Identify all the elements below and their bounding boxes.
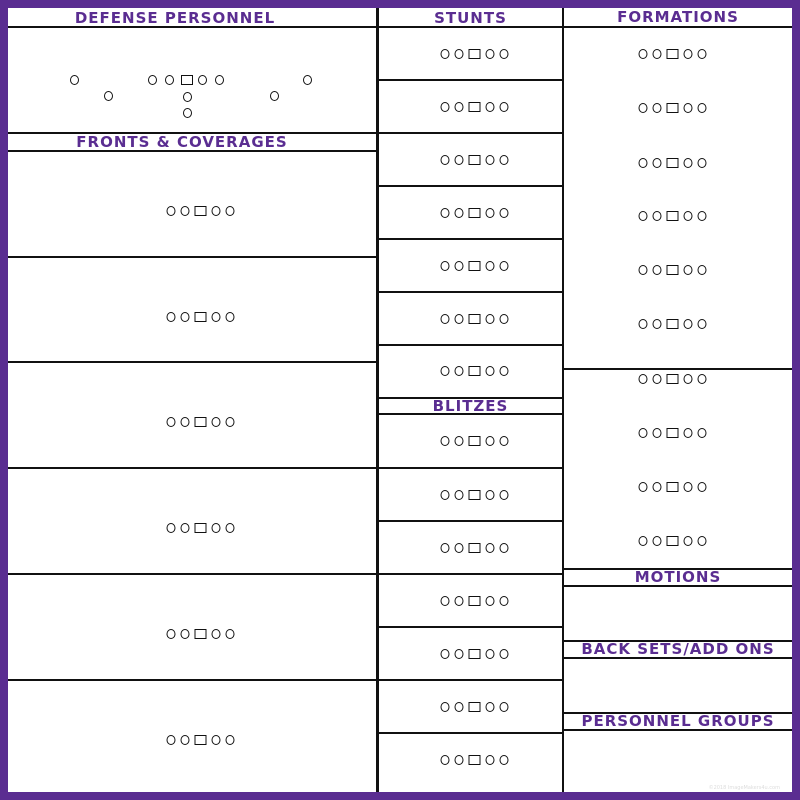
formation-marker-row: [438, 435, 511, 447]
back-sets-header: BACK SETS/ADD ONS: [581, 640, 775, 658]
column-divider-right: [562, 8, 564, 792]
player-circle-icon: [652, 103, 661, 113]
center-square-icon: [666, 319, 678, 329]
player-circle-icon: [454, 102, 463, 112]
player-marker: [198, 75, 207, 85]
player-circle-icon: [697, 319, 706, 329]
center-square-icon: [468, 543, 480, 553]
player-marker: [70, 75, 79, 85]
formation-marker-row: [438, 754, 511, 766]
formation-marker-row: [438, 365, 511, 377]
player-circle-icon: [440, 261, 449, 271]
player-marker: [165, 75, 174, 85]
player-circle-icon: [683, 482, 692, 492]
divider: [379, 573, 562, 575]
divider: [379, 291, 562, 293]
player-marker: [183, 108, 192, 118]
player-circle-icon: [638, 265, 647, 275]
divider: [8, 256, 376, 258]
player-circle-icon: [697, 158, 706, 168]
formation-marker-row: [438, 489, 511, 501]
center-square-icon: [194, 629, 206, 639]
player-circle-icon: [211, 735, 220, 745]
center-square-icon: [666, 49, 678, 59]
player-circle-icon: [683, 103, 692, 113]
center-square-icon: [468, 261, 480, 271]
player-circle-icon: [683, 428, 692, 438]
player-circle-icon: [454, 755, 463, 765]
center-square-icon: [468, 155, 480, 165]
player-circle-icon: [180, 735, 189, 745]
formation-marker-row: [438, 313, 511, 325]
divider: [379, 79, 562, 81]
player-circle-icon: [454, 155, 463, 165]
player-circle-icon: [652, 158, 661, 168]
player-circle-icon: [166, 417, 175, 427]
center-square-icon: [666, 158, 678, 168]
player-circle-icon: [499, 102, 508, 112]
player-circle-icon: [683, 536, 692, 546]
player-circle-icon: [485, 208, 494, 218]
center-square-icon: [468, 314, 480, 324]
formation-marker-row: [438, 48, 511, 60]
player-circle-icon: [638, 211, 647, 221]
player-circle-icon: [485, 702, 494, 712]
player-circle-icon: [485, 596, 494, 606]
formations-header: FORMATIONS: [617, 8, 739, 26]
player-circle-icon: [180, 417, 189, 427]
copyright-text: ©2018 ImageMakers4u.com: [708, 785, 780, 791]
player-circle-icon: [454, 490, 463, 500]
player-circle-icon: [440, 436, 449, 446]
player-circle-icon: [440, 755, 449, 765]
player-circle-icon: [697, 103, 706, 113]
divider: [8, 467, 376, 469]
formation-marker-row: [636, 157, 709, 169]
player-circle-icon: [499, 155, 508, 165]
center-square-icon: [468, 208, 480, 218]
divider: [379, 467, 562, 469]
formation-marker-row: [636, 481, 709, 493]
player-circle-icon: [180, 629, 189, 639]
player-marker: [303, 75, 312, 85]
player-circle-icon: [454, 366, 463, 376]
player-circle-icon: [440, 490, 449, 500]
player-circle-icon: [454, 208, 463, 218]
formation-marker-row: [636, 102, 709, 114]
player-circle-icon: [683, 211, 692, 221]
player-circle-icon: [225, 206, 234, 216]
formation-marker-row: [438, 542, 511, 554]
divider: [379, 520, 562, 522]
player-circle-icon: [499, 490, 508, 500]
player-circle-icon: [454, 649, 463, 659]
formation-marker-row: [164, 628, 237, 640]
player-circle-icon: [211, 312, 220, 322]
player-circle-icon: [440, 155, 449, 165]
formation-marker-row: [636, 427, 709, 439]
center-square-icon: [468, 102, 480, 112]
player-circle-icon: [225, 312, 234, 322]
center-square-icon: [666, 428, 678, 438]
player-circle-icon: [652, 211, 661, 221]
player-circle-icon: [211, 523, 220, 533]
center-square-icon: [468, 490, 480, 500]
player-circle-icon: [499, 366, 508, 376]
player-marker: [270, 91, 279, 101]
player-circle-icon: [225, 629, 234, 639]
player-circle-icon: [440, 543, 449, 553]
blitzes-header: BLITZES: [432, 397, 509, 415]
player-circle-icon: [211, 417, 220, 427]
formation-marker-row: [438, 595, 511, 607]
player-circle-icon: [180, 523, 189, 533]
formation-marker-row: [636, 48, 709, 60]
player-circle-icon: [454, 314, 463, 324]
player-circle-icon: [440, 208, 449, 218]
player-circle-icon: [697, 428, 706, 438]
divider: [564, 26, 792, 28]
center-square-icon: [666, 374, 678, 384]
formation-marker-row: [164, 416, 237, 428]
player-circle-icon: [652, 319, 661, 329]
formation-marker-row: [438, 648, 511, 660]
player-circle-icon: [485, 490, 494, 500]
center-marker: [181, 75, 193, 85]
player-circle-icon: [166, 523, 175, 533]
player-circle-icon: [499, 596, 508, 606]
player-circle-icon: [485, 366, 494, 376]
player-circle-icon: [499, 649, 508, 659]
player-circle-icon: [652, 265, 661, 275]
center-square-icon: [468, 596, 480, 606]
center-square-icon: [194, 417, 206, 427]
divider: [379, 626, 562, 628]
player-circle-icon: [440, 102, 449, 112]
player-circle-icon: [485, 649, 494, 659]
player-circle-icon: [697, 536, 706, 546]
formation-marker-row: [636, 373, 709, 385]
center-square-icon: [468, 649, 480, 659]
player-circle-icon: [652, 374, 661, 384]
player-circle-icon: [683, 265, 692, 275]
player-circle-icon: [454, 49, 463, 59]
formation-marker-row: [636, 210, 709, 222]
player-circle-icon: [652, 482, 661, 492]
center-square-icon: [194, 312, 206, 322]
player-circle-icon: [440, 366, 449, 376]
center-square-icon: [468, 49, 480, 59]
player-circle-icon: [225, 735, 234, 745]
divider: [379, 132, 562, 134]
player-circle-icon: [180, 206, 189, 216]
player-circle-icon: [485, 102, 494, 112]
player-circle-icon: [499, 543, 508, 553]
formation-marker-row: [164, 311, 237, 323]
player-circle-icon: [638, 49, 647, 59]
formation-marker-row: [164, 522, 237, 534]
player-circle-icon: [638, 428, 647, 438]
player-circle-icon: [440, 649, 449, 659]
player-circle-icon: [683, 158, 692, 168]
defense-personnel-header: DEFENSE PERSONNEL: [74, 9, 276, 27]
motions-header: MOTIONS: [634, 568, 722, 586]
player-circle-icon: [697, 374, 706, 384]
divider: [8, 573, 376, 575]
player-circle-icon: [225, 523, 234, 533]
center-square-icon: [666, 103, 678, 113]
player-circle-icon: [454, 261, 463, 271]
center-square-icon: [666, 536, 678, 546]
player-circle-icon: [683, 49, 692, 59]
player-circle-icon: [697, 49, 706, 59]
divider: [379, 185, 562, 187]
player-circle-icon: [485, 261, 494, 271]
player-circle-icon: [440, 702, 449, 712]
player-circle-icon: [638, 319, 647, 329]
divider: [379, 679, 562, 681]
player-circle-icon: [652, 536, 661, 546]
fronts-coverages-header: FRONTS & COVERAGES: [76, 133, 288, 151]
player-circle-icon: [485, 755, 494, 765]
player-circle-icon: [485, 49, 494, 59]
stunts-header: STUNTS: [434, 9, 507, 27]
player-circle-icon: [166, 629, 175, 639]
player-circle-icon: [454, 596, 463, 606]
player-circle-icon: [638, 103, 647, 113]
player-circle-icon: [499, 49, 508, 59]
player-circle-icon: [638, 536, 647, 546]
player-circle-icon: [683, 374, 692, 384]
center-square-icon: [194, 735, 206, 745]
player-circle-icon: [499, 261, 508, 271]
player-circle-icon: [485, 155, 494, 165]
player-circle-icon: [499, 208, 508, 218]
center-square-icon: [194, 523, 206, 533]
player-circle-icon: [652, 49, 661, 59]
formation-marker-row: [438, 101, 511, 113]
player-circle-icon: [454, 436, 463, 446]
player-circle-icon: [499, 436, 508, 446]
player-circle-icon: [440, 49, 449, 59]
player-circle-icon: [697, 265, 706, 275]
formation-marker-row: [164, 734, 237, 746]
player-circle-icon: [638, 482, 647, 492]
center-square-icon: [468, 755, 480, 765]
player-circle-icon: [225, 417, 234, 427]
player-circle-icon: [166, 206, 175, 216]
player-circle-icon: [683, 319, 692, 329]
divider: [379, 732, 562, 734]
formation-marker-row: [438, 701, 511, 713]
player-circle-icon: [697, 482, 706, 492]
player-circle-icon: [697, 211, 706, 221]
divider: [379, 238, 562, 240]
divider: [8, 361, 376, 363]
player-marker: [148, 75, 157, 85]
player-circle-icon: [454, 702, 463, 712]
player-marker: [104, 91, 113, 101]
player-circle-icon: [499, 755, 508, 765]
formation-marker-row: [164, 205, 237, 217]
center-square-icon: [666, 482, 678, 492]
player-circle-icon: [652, 428, 661, 438]
center-square-icon: [194, 206, 206, 216]
player-circle-icon: [211, 206, 220, 216]
center-square-icon: [666, 265, 678, 275]
player-marker: [183, 92, 192, 102]
player-circle-icon: [166, 312, 175, 322]
personnel-groups-header: PERSONNEL GROUPS: [581, 712, 775, 730]
divider: [379, 344, 562, 346]
formation-marker-row: [438, 207, 511, 219]
formation-marker-row: [636, 535, 709, 547]
divider: [8, 679, 376, 681]
board-surface: [8, 8, 792, 792]
formation-marker-row: [438, 154, 511, 166]
player-circle-icon: [454, 543, 463, 553]
formation-marker-row: [636, 264, 709, 276]
player-circle-icon: [499, 314, 508, 324]
player-circle-icon: [440, 596, 449, 606]
player-circle-icon: [638, 158, 647, 168]
divider: [564, 368, 792, 370]
player-circle-icon: [440, 314, 449, 324]
center-square-icon: [468, 366, 480, 376]
formation-marker-row: [636, 318, 709, 330]
player-circle-icon: [166, 735, 175, 745]
player-circle-icon: [211, 629, 220, 639]
formation-marker-row: [438, 260, 511, 272]
player-circle-icon: [180, 312, 189, 322]
center-square-icon: [666, 211, 678, 221]
center-square-icon: [468, 702, 480, 712]
player-circle-icon: [485, 543, 494, 553]
center-square-icon: [468, 436, 480, 446]
player-circle-icon: [499, 702, 508, 712]
player-circle-icon: [485, 314, 494, 324]
player-circle-icon: [485, 436, 494, 446]
player-marker: [215, 75, 224, 85]
player-circle-icon: [638, 374, 647, 384]
